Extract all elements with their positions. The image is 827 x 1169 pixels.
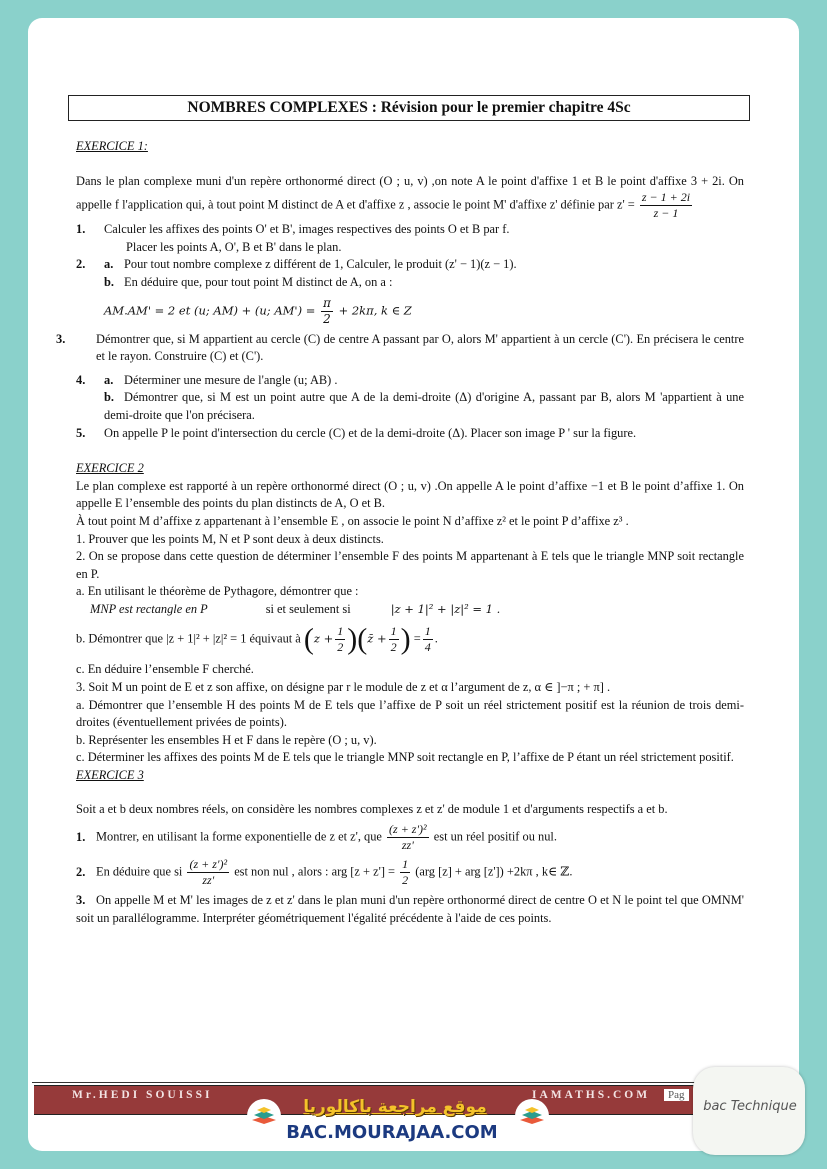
ex3-q3: 3. On appelle M et M' les images de z et z' dans le plan muni d'un repère orthonormé direct de centre O et N le point tel que OMNM' soit un parallélogramme. Interpréter géométriquement l'égalité précédente à l'aide de ces points. (76, 893, 744, 925)
ex2-line11: b. Représenter les ensembles H et F dans le repère (O ; u, v). (76, 732, 377, 747)
ex1-q4a: 4. a. Déterminer une mesure de l'angle (u; AB) . (76, 372, 338, 387)
footer-author: Mr.HEDI SOUISSI (72, 1089, 213, 1101)
ex1-q4b: b. Démontrer que, si M est un point autre que A de la demi-droite (Δ) d'origine A, passant par B, alors M 'appartient à une demi-droite que l'on précisera. (104, 390, 744, 422)
ex3-intro: Soit a et b deux nombres réels, on considère les nombres complexes z et z' de module 1 et d'arguments respectifs a et b. (76, 801, 668, 816)
ex2-line6: MNP est rectangle en P si et seulement si |z + 1|² + |z|² = 1 . (90, 601, 501, 616)
ex2-line7: b. Démontrer que |z + 1|² + |z|² = 1 équivaut à (z + $\frac{1}{2}$ )(z̄ + $\frac{1}{2}$ ) = $\frac{1}{4}$ . (76, 622, 438, 656)
ex2-line12: c. Déterminer les affixes des points M de E tels que le triangle MNP soit rectangle en P, l’affixe de P étant un réel strictement positif. (76, 750, 734, 765)
ex1-q1: 1. Calculer les affixes des points O' et B', images respectives des points O et B par f. (76, 222, 510, 237)
ex2-line3: 1. Prouver que les points M, N et P sont deux à deux distincts. (76, 531, 384, 546)
ex3-q2: 2. En déduire que si $\frac{\text{(z + z')²}}{zz'}$ est non nul , alors : arg [z + z'] = $\frac{1}{2}$ (arg [z] + arg [z']) +2kπ , k∈ ℤ. (76, 857, 573, 888)
footer-site: IAMATHS.COM (532, 1089, 651, 1101)
ad-url-link[interactable]: BAC.MOURAJAA.COM (286, 1122, 498, 1143)
ex2-line10: a. Démontrer que l’ensemble H des points M de E tels que l’affixe de P soit un réel strictement positif est la réunion de trois demi-droites (éventuellement privées de points). (76, 697, 744, 730)
ex1-q2a: 2. a. Pour tout nombre complexe z différent de 1, Calculer, le produit (z' − 1)(z − 1). (76, 257, 517, 272)
ex2-line8: c. En déduire l’ensemble F cherché. (76, 662, 254, 677)
exercise-1-title: EXERCICE 1: (76, 139, 148, 153)
document-body (56, 138, 744, 927)
ex1-q2-formula: AM.AM' = 2 et (u; AM) + (u; AM') = $\frac{\pi}{2}$ + 2kπ, k ∈ Z (104, 295, 412, 326)
book-logo-icon (512, 1098, 552, 1134)
ex1-intro: Dans le plan complexe muni d'un repère orthonormé direct (O ; u, v) ,on note A le point d'affixe 1 et B le point d'affixe 3 + 2i. On appelle f l'application qui, à tout point M distinct de A et d'affixe z , associe le point M' d'affixe z' définie par z' = $\frac{z - 1 + 2i}{z - 1}$ (76, 173, 744, 221)
ex3-q1: 1. Montrer, en utilisant la forme exponentielle de z et z', que $\frac{\text{(z + z')²}}{zz'}$ est un réel positif ou nul. (76, 822, 557, 853)
ex2-line1: Le plan complexe est rapporté à un repère orthonormé direct (O ; u, v) .On appelle A le point d’affixe −1 et B le point d’affixe 1. On appelle E l’ensemble des points du plan distincts de A, O et B. (76, 478, 744, 511)
ex2-line4: 2. On se propose dans cette question de déterminer l’ensemble F des points M appartenant à E tels que le triangle MNP soit rectangle en P. (76, 549, 744, 581)
ex1-q5: 5. On appelle P le point d'intersection du cercle (C) et de la demi-droite (Δ). Placer son image P ' sur la figure. (76, 425, 637, 440)
exercise-2-title: EXERCICE 2 (76, 461, 144, 476)
ad-arabic-text[interactable]: موقع مراجعة باكالوريا (303, 1097, 487, 1117)
document-title: NOMBRES COMPLEXES : Révision pour le premier chapitre 4Sc (68, 95, 750, 121)
ex1-q2b: b. En déduire que, pour tout point M distinct de A, on a : (104, 274, 393, 289)
ex1-q3: 3. Démontrer que, si M appartient au cercle (C) de centre A passant par O, alors M' appartient à un cercle (C'). En précisera le centre et le rayon. Construire (C) et (C'). (56, 331, 744, 364)
exercise-3-title: EXERCICE 3 (76, 768, 144, 783)
ex2-line2: À tout point M d’affixe z appartenant à l’ensemble E , on associe le point N d’affixe z² et le point P d’affixe z³ . (76, 513, 629, 528)
ex2-line9: 3. Soit M un point de E et z son affixe, on désigne par r le module de z et α l’argument de z, α ∈ ]−π ; + π] . (76, 680, 611, 695)
book-logo-icon (244, 1098, 284, 1134)
ex1-fraction: $\frac{z - 1 + 2i}{z - 1}$ (641, 190, 691, 221)
ex1-q1b: Placer les points A, O', B et B' dans le plan. (126, 239, 342, 254)
ex2-line5: a. En utilisant le théorème de Pythagore, démontrer que : (76, 584, 359, 599)
bac-technique-badge: bac Technique (693, 1067, 805, 1155)
footer-page: Pag (664, 1089, 689, 1101)
